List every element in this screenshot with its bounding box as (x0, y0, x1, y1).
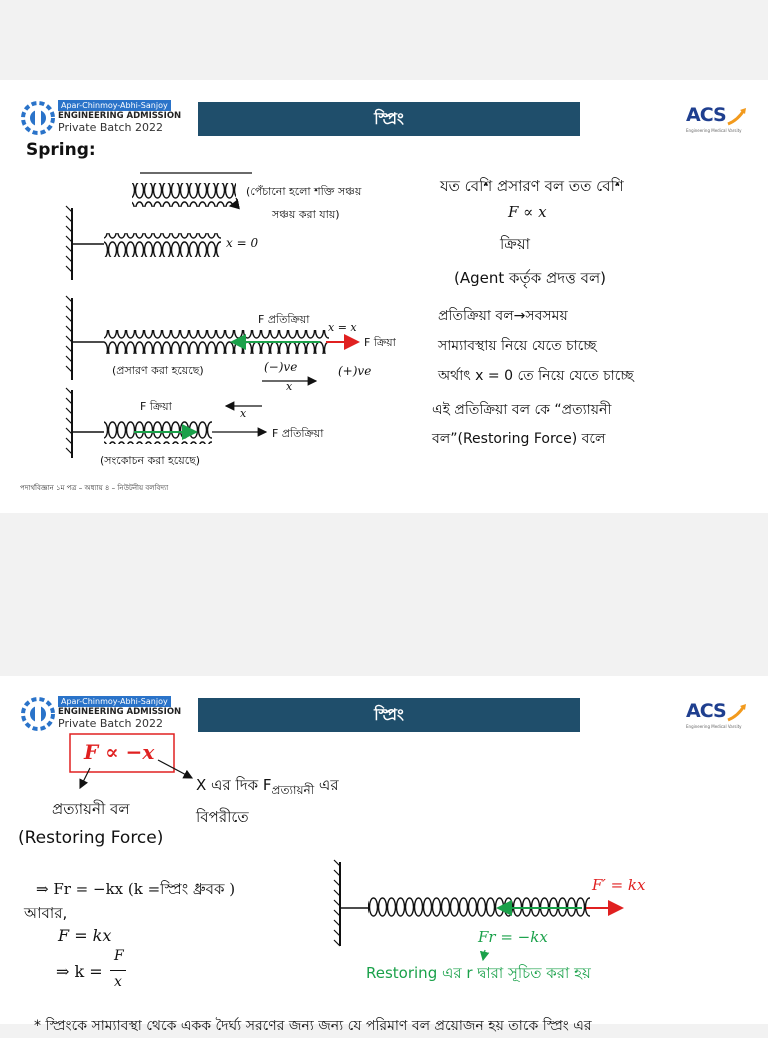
right-text-8: এই প্রতিক্রিয়া বল কে “প্রত্যায়নী (432, 402, 612, 418)
positive-direction: (+)ve (338, 364, 372, 378)
action-force-label: F ক্রিয়া (364, 336, 396, 349)
fraction-bar (110, 970, 126, 971)
compressed-coil-top (132, 183, 236, 207)
right-text-3: ক্রিয়া (500, 235, 531, 253)
acs-tagline: Engineering Medical Varsity (686, 128, 742, 133)
spring-diagrams (0, 80, 768, 513)
right-text-9: বল”(Restoring Force) বলে (432, 431, 606, 447)
restoring-force-label: Fr = −kx (478, 928, 548, 946)
slide-restoring-force (0, 676, 768, 1034)
right-text-5: প্রতিক্রিয়া বল→সবসময় (438, 308, 568, 324)
natural-length-coil (104, 233, 221, 257)
logo-line-1: Apar-Chinmoy-Abhi-Sanjoy (58, 696, 171, 707)
action-force-label-2: F ক্রিয়া (140, 400, 172, 413)
bottom-definition-text: * স্প্রিংকে সাম্যাবস্থা থেকে একক দৈর্ঘ্য সরণের জন্য জন্য যে পরিমাণ বল প্রয়োজন হয় তাকে স্প্রিং এর (34, 1018, 592, 1034)
x-displacement-label: x (286, 380, 293, 393)
equation-3-lhs: ⇒ k = (56, 962, 103, 981)
logo-line-2: ENGINEERING ADMISSION (58, 111, 182, 121)
wall-1 (66, 206, 72, 280)
again-text: আবার, (24, 904, 68, 922)
slide-spring-intro (0, 80, 768, 513)
x-direction-sub: প্রত্যায়নী (271, 783, 315, 797)
restoring-en: (Restoring Force) (18, 828, 164, 848)
wall-3 (66, 388, 72, 458)
right-text-6: সাম্যাবস্থায় নিয়ে যেতে চাচ্ছে (438, 338, 597, 354)
x-direction-tail: এর (318, 776, 339, 794)
equation-2: F = kx (58, 926, 112, 945)
equation-3-num: F (114, 948, 124, 964)
logo-line-1: Apar-Chinmoy-Abhi-Sanjoy (58, 100, 171, 111)
x-direction-main: X এর দিক F (196, 776, 272, 794)
acs-logo-text: ACS (686, 700, 726, 722)
restoring-note: Restoring এর r দ্বারা সূচিত করা হয় (366, 964, 591, 982)
slide-footer: পদার্থবিজ্ঞান ১ম পত্র – অধ্যায় ৪ – নিউটনীয় বলবিদ্যা (20, 484, 169, 492)
boxed-formula: F ∝ −x (84, 740, 155, 764)
right-text-7: অর্থাৎ x = 0 তে নিয়ে যেতে চাচ্ছে (438, 368, 634, 384)
x-displacement-label-2: x (240, 407, 247, 420)
applied-force-label: F′ = kx (592, 876, 646, 894)
logo-line-2: ENGINEERING ADMISSION (58, 707, 182, 717)
right-text-2: F ∝ x (508, 203, 547, 221)
equation-1: ⇒ Fr = −kx (k =স্প্রিং ধ্রুবক ) (36, 880, 236, 898)
compressed-label: (সংকোচন করা হয়েছে) (100, 454, 201, 467)
logo-line-3: Private Batch 2022 (58, 121, 163, 134)
right-text-4: (Agent কর্তৃক প্রদত্ত বল) (454, 269, 606, 287)
acs-logo-text: ACS (686, 104, 726, 126)
restoring-bn: প্রত্যায়নী বল (52, 800, 130, 818)
slide-title-2: স্প্রিং (198, 698, 580, 732)
compressed-note-2: সঞ্চয় করা যায়) (272, 208, 340, 221)
x-eq-x-label: x = x (328, 321, 357, 334)
negative-direction: (−)ve (264, 360, 298, 374)
right-text-1: যত বেশি প্রসারণ বল তত বেশি (440, 177, 624, 195)
logo-line-3: Private Batch 2022 (58, 717, 163, 730)
x-zero-label: x = 0 (226, 236, 259, 250)
equation-3-den: x (114, 974, 122, 990)
slide-title: স্প্রিং (198, 102, 580, 136)
reaction-force-label-2: F প্রতিক্রিয়া (272, 427, 324, 440)
opposite-text: বিপরীতে (196, 808, 249, 826)
reaction-force-label: F প্রতিক্রিয়া (258, 313, 310, 326)
x-direction-text (196, 774, 339, 802)
compressed-note-1: (পেঁচানো হলো শক্তি সঞ্চয় (246, 185, 362, 198)
spring-heading: Spring: (26, 140, 96, 160)
acs-tagline: Engineering Medical Varsity (686, 724, 742, 729)
wall-4 (334, 860, 340, 946)
wall-2 (66, 296, 72, 380)
stretched-label: (প্রসারণ করা হয়েছে) (112, 364, 204, 377)
